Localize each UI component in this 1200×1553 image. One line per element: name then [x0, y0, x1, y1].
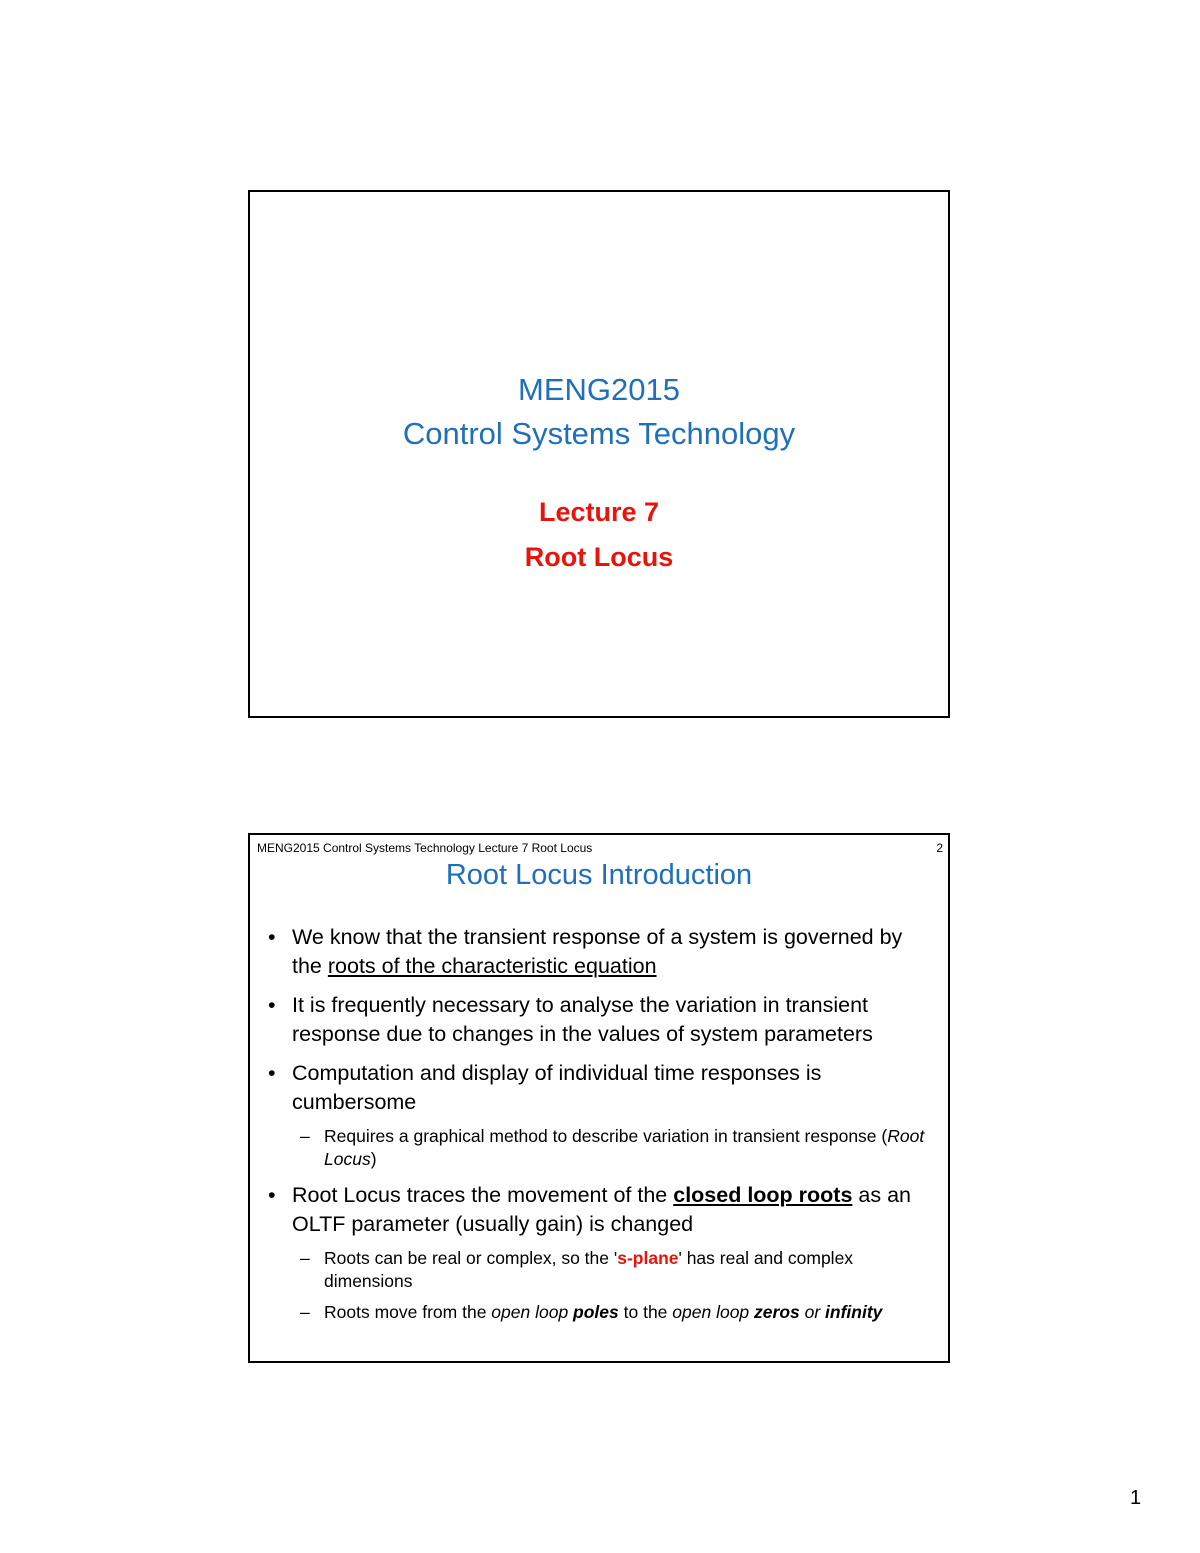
underlined-term: roots of the characteristic equation: [327, 954, 657, 978]
dash-icon: –: [300, 1126, 310, 1146]
emphasis-text: open loop: [672, 1302, 750, 1322]
bullet-icon: •: [268, 925, 276, 949]
slide-title: Root Locus Introduction: [445, 859, 753, 891]
bullet-text: We know that the transient response of a system is governed by the: [292, 925, 903, 978]
emphasis-text: Root Locus: [324, 1126, 925, 1169]
bullet-icon: •: [268, 1183, 276, 1207]
sub-bullet-text: Roots move from the: [324, 1302, 492, 1322]
bullet-text: It is frequently necessary to analyse the variation in transient response due to changes in the values of system parameters: [292, 993, 873, 1046]
bullet-item: [264, 923, 938, 981]
course-code: MENG2015: [518, 372, 680, 407]
bullet-text: Computation and display of individual time responses is cumbersome: [292, 1061, 822, 1114]
bullet-icon: •: [268, 1061, 276, 1085]
bullet-text: Root Locus traces the movement of the: [292, 1183, 674, 1207]
sub-bullet-item: [264, 1247, 938, 1293]
course-name: Control Systems Technology: [402, 416, 796, 451]
sub-bullet-item: [264, 1125, 938, 1171]
sub-bullet-text: Requires a graphical method to describe variation in transient response (: [324, 1126, 888, 1146]
sub-bullet-text: to the: [618, 1302, 673, 1322]
bullet-icon: •: [268, 993, 276, 1017]
strong-term: zeros: [749, 1302, 800, 1322]
sheet-page-number: 1: [1130, 1487, 1142, 1509]
emphasis-text: open loop: [491, 1302, 569, 1322]
sub-bullet-text: ): [370, 1149, 377, 1169]
bullet-list: [264, 923, 938, 1334]
strong-term: closed loop roots: [673, 1183, 853, 1207]
lecture-topic: Root Locus: [524, 542, 674, 572]
bullet-item: [264, 1059, 938, 1117]
slide-page-number: 2: [936, 841, 943, 855]
slide-header: MENG2015 Control Systems Technology Lecture 7 Root Locus: [257, 841, 593, 855]
bullet-item: [264, 1181, 938, 1239]
bullet-text: as an OLTF parameter (usually gain) is changed: [292, 1183, 911, 1236]
content-slide: [248, 833, 950, 1363]
strong-term: infinity: [825, 1302, 883, 1322]
bullet-item: [264, 991, 938, 1049]
dash-icon: –: [300, 1248, 310, 1268]
sub-bullet-item: [264, 1301, 938, 1324]
sub-bullet-text: Roots can be real or complex, so the ': [324, 1248, 618, 1268]
emphasis-text: or: [799, 1302, 826, 1322]
lecture-number: Lecture 7: [538, 497, 660, 527]
highlight-term: s-plane: [617, 1248, 679, 1268]
dash-icon: –: [300, 1302, 310, 1322]
title-slide: [248, 190, 950, 718]
strong-term: poles: [568, 1302, 619, 1322]
sub-bullet-text: ' has real and complex dimensions: [324, 1248, 854, 1291]
